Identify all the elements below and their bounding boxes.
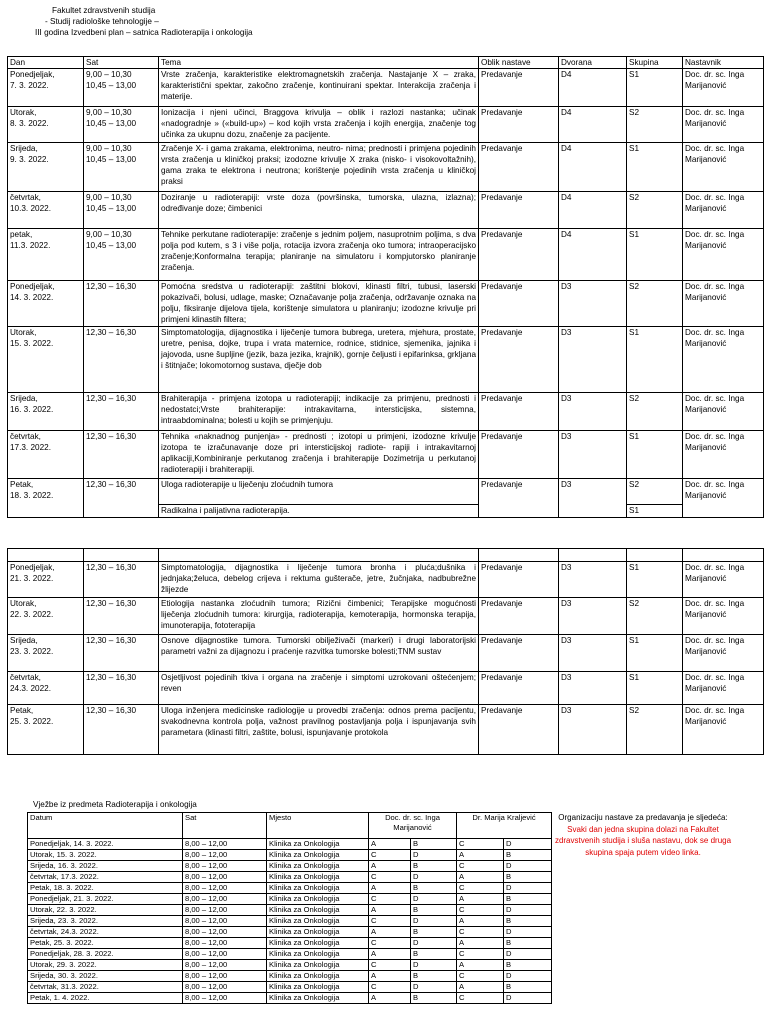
plan-title: III godina Izvedbeni plan – satnica Radioterapija i onkologija bbox=[35, 28, 253, 37]
time-cell: 9,00 – 10,30 10,45 – 13,00 bbox=[84, 229, 159, 281]
time-cell: 8,00 – 12,00 bbox=[183, 850, 267, 861]
type-cell: Predavanje bbox=[479, 598, 559, 635]
column-header: Sat bbox=[183, 813, 267, 839]
group-cell: C bbox=[457, 971, 504, 982]
column-header: Doc. dr. sc. Inga Marijanović bbox=[369, 813, 457, 839]
date-cell: četvrtak, 24.3. 2022. bbox=[28, 927, 183, 938]
group-cell: S1 bbox=[627, 69, 683, 107]
day-cell: Ponedjeljak, 7. 3. 2022. bbox=[8, 69, 84, 107]
time-cell: 8,00 – 12,00 bbox=[183, 861, 267, 872]
group-cell: C bbox=[457, 861, 504, 872]
topic-cell: Simptomatologija, dijagnostika i liječenje tumora bronha i pluća;dušnika i jednjaka;želuca, debelog crijeva i rektuma gušterače, jetre, žučnjaka, nadbubrežne žlijezde bbox=[159, 562, 479, 598]
time-cell: 8,00 – 12,00 bbox=[183, 916, 267, 927]
time-cell: 12,30 – 16,30 bbox=[84, 705, 159, 755]
group-cell: A bbox=[369, 993, 411, 1004]
group-cell: C bbox=[369, 938, 411, 949]
room-cell: D4 bbox=[559, 143, 627, 192]
group-cell: D bbox=[504, 927, 552, 938]
group-cell: A bbox=[457, 982, 504, 993]
group-cell: C bbox=[369, 960, 411, 971]
teacher-cell: Doc. dr. sc. Inga Marijanović bbox=[683, 393, 764, 431]
group-cell: A bbox=[457, 894, 504, 905]
time-cell: 12,30 – 16,30 bbox=[84, 431, 159, 479]
lectures-table-2 bbox=[7, 548, 764, 755]
place-cell: Klinika za Onkologija bbox=[267, 850, 369, 861]
room-cell: D3 bbox=[559, 393, 627, 431]
group-cell: C bbox=[369, 872, 411, 883]
day-cell: Srijeda, 9. 3. 2022. bbox=[8, 143, 84, 192]
table-row bbox=[28, 927, 552, 938]
day-cell: Utorak, 15. 3. 2022. bbox=[8, 327, 84, 393]
group-cell: A bbox=[369, 861, 411, 872]
teacher-cell: Doc. dr. sc. Inga Marijanović bbox=[683, 598, 764, 635]
lectures-table-1 bbox=[7, 56, 764, 518]
room-cell: D3 bbox=[559, 598, 627, 635]
group-cell: C bbox=[369, 916, 411, 927]
time-cell: 8,00 – 12,00 bbox=[183, 905, 267, 916]
group-cell: D bbox=[411, 916, 457, 927]
topic-cell: Uloga radioterapije u liječenju zloćudnih tumora bbox=[159, 479, 479, 505]
room-cell: D4 bbox=[559, 69, 627, 107]
day-cell: Ponedjeljak, 14. 3. 2022. bbox=[8, 281, 84, 327]
study-name: - Studij radiološke tehnologije – bbox=[45, 17, 159, 26]
place-cell: Klinika za Onkologija bbox=[267, 982, 369, 993]
place-cell: Klinika za Onkologija bbox=[267, 938, 369, 949]
room-cell: D3 bbox=[559, 635, 627, 672]
date-cell: Srijeda, 30. 3. 2022. bbox=[28, 971, 183, 982]
day-cell: Petak, 18. 3. 2022. bbox=[8, 479, 84, 518]
group-cell: B bbox=[504, 960, 552, 971]
group-cell: B bbox=[411, 883, 457, 894]
group-cell: B bbox=[411, 839, 457, 850]
exercises-table bbox=[27, 812, 552, 1004]
time-cell: 8,00 – 12,00 bbox=[183, 938, 267, 949]
group-cell: B bbox=[504, 872, 552, 883]
date-cell: Ponedjeljak, 28. 3. 2022. bbox=[28, 949, 183, 960]
place-cell: Klinika za Onkologija bbox=[267, 872, 369, 883]
type-cell: Predavanje bbox=[479, 562, 559, 598]
empty-cell bbox=[627, 549, 683, 562]
group-cell: D bbox=[411, 960, 457, 971]
day-cell: četvrtak, 24.3. 2022. bbox=[8, 672, 84, 705]
teacher-cell: Doc. dr. sc. Inga Marijanović bbox=[683, 672, 764, 705]
group-cell: A bbox=[369, 971, 411, 982]
teacher-cell: Doc. dr. sc. Inga Marijanović bbox=[683, 635, 764, 672]
group-cell: C bbox=[369, 850, 411, 861]
time-cell: 12,30 – 16,30 bbox=[84, 281, 159, 327]
table-row bbox=[28, 894, 552, 905]
group-cell: C bbox=[457, 927, 504, 938]
group-cell: D bbox=[411, 850, 457, 861]
column-header: Skupina bbox=[627, 57, 683, 69]
type-cell: Predavanje bbox=[479, 393, 559, 431]
group-cell: B bbox=[411, 905, 457, 916]
table-row bbox=[28, 916, 552, 927]
day-cell: petak, 11.3. 2022. bbox=[8, 229, 84, 281]
date-cell: Srijeda, 16. 3. 2022. bbox=[28, 861, 183, 872]
column-header: Dvorana bbox=[559, 57, 627, 69]
group-cell: C bbox=[457, 993, 504, 1004]
time-cell: 12,30 – 16,30 bbox=[84, 672, 159, 705]
table-row bbox=[28, 872, 552, 883]
empty-cell bbox=[159, 549, 479, 562]
group-cell: B bbox=[411, 927, 457, 938]
column-header: Mjesto bbox=[267, 813, 369, 839]
column-header: Datum bbox=[28, 813, 183, 839]
day-cell: Srijeda, 16. 3. 2022. bbox=[8, 393, 84, 431]
type-cell: Predavanje bbox=[479, 635, 559, 672]
topic-cell: Doziranje u radioterapiji: vrste doza (površinska, tumorska, ulazna, izlazna); određivanje doze; čimbenici bbox=[159, 192, 479, 229]
group-cell: A bbox=[457, 916, 504, 927]
room-cell: D3 bbox=[559, 705, 627, 755]
type-cell: Predavanje bbox=[479, 69, 559, 107]
room-cell: D3 bbox=[559, 479, 627, 518]
group-cell: B bbox=[411, 993, 457, 1004]
group-cell: S1 bbox=[627, 562, 683, 598]
teacher-cell: Doc. dr. sc. Inga Marijanović bbox=[683, 229, 764, 281]
table-row bbox=[8, 229, 764, 281]
table-row bbox=[28, 993, 552, 1004]
time-cell: 8,00 – 12,00 bbox=[183, 993, 267, 1004]
table-row bbox=[8, 327, 764, 393]
date-cell: Petak, 18. 3. 2022. bbox=[28, 883, 183, 894]
date-cell: Petak, 25. 3. 2022. bbox=[28, 938, 183, 949]
table-row bbox=[28, 861, 552, 872]
date-cell: Ponedjeljak, 21. 3. 2022. bbox=[28, 894, 183, 905]
empty-cell bbox=[559, 549, 627, 562]
group-cell: S1 bbox=[627, 143, 683, 192]
topic-cell: Brahiterapija - primjena izotopa u radioterapiji; indikacije za primjenu, prednosti i nedostatci;Vrste brahiterapije: intrakavitarna, intersticijska, sistemna, intraabdominalna; bolesti u kojih se primjenjuju. bbox=[159, 393, 479, 431]
day-cell: četvrtak, 17.3. 2022. bbox=[8, 431, 84, 479]
place-cell: Klinika za Onkologija bbox=[267, 905, 369, 916]
group-cell: D bbox=[504, 971, 552, 982]
group-cell: S1 bbox=[627, 672, 683, 705]
type-cell: Predavanje bbox=[479, 281, 559, 327]
teacher-cell: Doc. dr. sc. Inga Marijanović bbox=[683, 705, 764, 755]
teacher-cell: Doc. dr. sc. Inga Marijanović bbox=[683, 281, 764, 327]
empty-cell bbox=[683, 549, 764, 562]
group-cell: S2 bbox=[627, 281, 683, 327]
type-cell: Predavanje bbox=[479, 327, 559, 393]
column-header: Dr. Marija Kraljević bbox=[457, 813, 552, 839]
organization-note bbox=[553, 812, 733, 858]
table-row bbox=[28, 971, 552, 982]
topic-cell: Tehnike perkutane radioterapije: zračenje s jednim poljem, nasuprotnim poljima, s dva polja pod kutem, s 3 i više polja, rotacija izvora zračenja oko tumora; intraoperacijsko zračenje;Konformalna terapija; planiranje na simulatoru i kompjutorsko planiranje zračenja. bbox=[159, 229, 479, 281]
place-cell: Klinika za Onkologija bbox=[267, 839, 369, 850]
time-cell: 12,30 – 16,30 bbox=[84, 598, 159, 635]
room-cell: D3 bbox=[559, 431, 627, 479]
day-cell: Petak, 25. 3. 2022. bbox=[8, 705, 84, 755]
group-cell: D bbox=[504, 861, 552, 872]
topic-cell: Simptomatologija, dijagnostika i liječenje tumora bubrega, uretera, mjehura, prostate, uretre, penisa, dojke, trupa i vrata maternice, rodnice, stidnice, sjemenika, jajnika i jajovoda, usne šupljine (jezik, baza jezika, krajnik), gornje čeljusti i epifarinksa, grkljana i štitnjače; lokomotornog sustava, dječje dob bbox=[159, 327, 479, 393]
place-cell: Klinika za Onkologija bbox=[267, 960, 369, 971]
place-cell: Klinika za Onkologija bbox=[267, 949, 369, 960]
topic-cell: Vrste zračenja, karakteristike elektromagnetskih zračenja. Nastajanje X – zraka, karakteristični spektar, zakočno zračenje, kontinuirani spektar. Interakcija zračenja i materije. bbox=[159, 69, 479, 107]
table-header-row bbox=[8, 57, 764, 69]
place-cell: Klinika za Onkologija bbox=[267, 993, 369, 1004]
group-cell: S1 bbox=[627, 327, 683, 393]
group-cell: A bbox=[369, 883, 411, 894]
column-header: Oblik nastave bbox=[479, 57, 559, 69]
group-cell: D bbox=[411, 872, 457, 883]
group-cell: S1 bbox=[627, 635, 683, 672]
table-row bbox=[8, 393, 764, 431]
group-cell: B bbox=[504, 982, 552, 993]
date-cell: četvrtak, 17.3. 2022. bbox=[28, 872, 183, 883]
note-text: Organizaciju nastave za predavanja je sljedeća: bbox=[558, 813, 728, 822]
group-cell: S2 bbox=[627, 705, 683, 755]
table-row bbox=[28, 883, 552, 894]
topic-cell: Uloga inženjera medicinske radiologije u provedbi zračenja: odnos prema pacijentu, svakodnevna kontrola polja, važnost pravilnog postavljanja polja i ispunjavanja svih parametara (klinasti filtri, zaštite, bolusi, ispunjavanje protokola bbox=[159, 705, 479, 755]
day-cell: Ponedjeljak, 21. 3. 2022. bbox=[8, 562, 84, 598]
teacher-cell: Doc. dr. sc. Inga Marijanović bbox=[683, 562, 764, 598]
teacher-cell: Doc. dr. sc. Inga Marijanović bbox=[683, 143, 764, 192]
table-row bbox=[8, 672, 764, 705]
room-cell: D3 bbox=[559, 672, 627, 705]
type-cell: Predavanje bbox=[479, 672, 559, 705]
table-row bbox=[28, 905, 552, 916]
time-cell: 8,00 – 12,00 bbox=[183, 927, 267, 938]
place-cell: Klinika za Onkologija bbox=[267, 894, 369, 905]
time-cell: 9,00 – 10,30 10,45 – 13,00 bbox=[84, 69, 159, 107]
table-row bbox=[8, 69, 764, 107]
date-cell: Utorak, 15. 3. 2022. bbox=[28, 850, 183, 861]
group-cell: S1 bbox=[627, 431, 683, 479]
type-cell: Predavanje bbox=[479, 479, 559, 518]
type-cell: Predavanje bbox=[479, 705, 559, 755]
time-cell: 12,30 – 16,30 bbox=[84, 479, 159, 518]
group-cell: D bbox=[411, 982, 457, 993]
table-row bbox=[8, 562, 764, 598]
group-cell: A bbox=[457, 872, 504, 883]
group-cell: D bbox=[504, 949, 552, 960]
time-cell: 12,30 – 16,30 bbox=[84, 327, 159, 393]
table-row bbox=[28, 949, 552, 960]
group-cell: D bbox=[504, 993, 552, 1004]
table-row bbox=[8, 635, 764, 672]
day-cell: Srijeda, 23. 3. 2022. bbox=[8, 635, 84, 672]
group-cell: B bbox=[504, 916, 552, 927]
empty-cell bbox=[479, 549, 559, 562]
teacher-cell: Doc. dr. sc. Inga Marijanović bbox=[683, 107, 764, 143]
group-cell: B bbox=[411, 949, 457, 960]
group-cell: S1 bbox=[627, 229, 683, 281]
group-cell: B bbox=[411, 861, 457, 872]
group-cell: D bbox=[411, 938, 457, 949]
table-row bbox=[8, 192, 764, 229]
time-cell: 12,30 – 16,30 bbox=[84, 393, 159, 431]
time-cell: 12,30 – 16,30 bbox=[84, 635, 159, 672]
table-row bbox=[28, 850, 552, 861]
date-cell: Utorak, 29. 3. 2022. bbox=[28, 960, 183, 971]
table-row bbox=[28, 960, 552, 971]
type-cell: Predavanje bbox=[479, 143, 559, 192]
group-cell: C bbox=[369, 982, 411, 993]
time-cell: 8,00 – 12,00 bbox=[183, 894, 267, 905]
table-row bbox=[28, 982, 552, 993]
topic-cell: Osjetljivost pojedinih tkiva i organa na zračenje i simptomi uzrokovani oštećenjem; reven bbox=[159, 672, 479, 705]
group-cell: D bbox=[504, 883, 552, 894]
group-cell: A bbox=[457, 960, 504, 971]
date-cell: Utorak, 22. 3. 2022. bbox=[28, 905, 183, 916]
group-cell: S2 bbox=[627, 598, 683, 635]
date-cell: Ponedjeljak, 14. 3. 2022. bbox=[28, 839, 183, 850]
topic-cell: Osnove dijagnostike tumora. Tumorski obilježivači (markeri) i drugi laboratorijski parametri važni za dijagnozu i praćenje razvitka tumorske bolesti;TNM sustav bbox=[159, 635, 479, 672]
room-cell: D3 bbox=[559, 281, 627, 327]
group-cell: C bbox=[457, 883, 504, 894]
group-cell: C bbox=[457, 839, 504, 850]
group-cell: C bbox=[457, 949, 504, 960]
time-cell: 8,00 – 12,00 bbox=[183, 883, 267, 894]
time-cell: 8,00 – 12,00 bbox=[183, 982, 267, 993]
group-cell: A bbox=[369, 949, 411, 960]
topic-cell: Etiologija nastanka zloćudnih tumora; Rizični čimbenici; Terapijske mogućnosti liječenja zloćudnih tumora: kirurgija, radioterapija, kemoterapija, hormonska terapija, imunoterapija, fototerapija bbox=[159, 598, 479, 635]
type-cell: Predavanje bbox=[479, 107, 559, 143]
group-cell: D bbox=[504, 839, 552, 850]
group-cell: C bbox=[369, 894, 411, 905]
column-header: Nastavnik bbox=[683, 57, 764, 69]
topic-cell: Pomoćna sredstva u radioterapiji: zaštitni blokovi, klinasti filtri, tubusi, laserski pokazivači, bolusi, udlage, maske; Označavanje polja zračenja, održavanje oznaka na polju, fiksiranje dijelova tijela, korištenje simulatora u planiranju; izodozne krivulje pri primjeni klinastih filtera; bbox=[159, 281, 479, 327]
time-cell: 9,00 – 10,30 10,45 – 13,00 bbox=[84, 192, 159, 229]
table-row bbox=[8, 598, 764, 635]
topic-cell: Zračenje X- i gama zrakama, elektronima, neutro- nima; prednosti i primjena pojedinih vrsta zračenja u kliničkoj praksi; izodozne krivulje X zraka (nisko- i visokovoltažnih), gama zraka te elektrona i neutrona; korištenje pojedinih vrsta zračenja u kliničkoj praksi bbox=[159, 143, 479, 192]
teacher-cell: Doc. dr. sc. Inga Marijanović bbox=[683, 327, 764, 393]
teacher-cell: Doc. dr. sc. Inga Marijanović bbox=[683, 431, 764, 479]
room-cell: D3 bbox=[559, 327, 627, 393]
table-row bbox=[8, 431, 764, 479]
place-cell: Klinika za Onkologija bbox=[267, 883, 369, 894]
group-cell: C bbox=[457, 905, 504, 916]
table-row bbox=[8, 107, 764, 143]
group-cell: D bbox=[504, 905, 552, 916]
room-cell: D4 bbox=[559, 229, 627, 281]
table-row bbox=[8, 479, 764, 505]
group-cell: S2 bbox=[627, 192, 683, 229]
empty-header-row bbox=[8, 549, 764, 562]
teacher-cell: Doc. dr. sc. Inga Marijanović bbox=[683, 192, 764, 229]
teacher-cell: Doc. dr. sc. Inga Marijanović bbox=[683, 479, 764, 518]
table-row bbox=[28, 839, 552, 850]
date-cell: četvrtak, 31.3. 2022. bbox=[28, 982, 183, 993]
topic-cell: Tehnika «naknadnog punjenja» - prednosti ; izotopi u primjeni, izodozne krivulje izotopa te izračunavanje doze pri intersticijskoj radiote- rapiji i intrakavitarnoj aplikaciji,Kombiniranje perkutanog zračenja i brahiterapije Dozimetrija u perkutanoj radioterapiji i brahiterapiji. bbox=[159, 431, 479, 479]
group-cell: A bbox=[369, 927, 411, 938]
faculty-name: Fakultet zdravstvenih studija bbox=[52, 6, 156, 15]
room-cell: D4 bbox=[559, 192, 627, 229]
day-cell: Utorak, 22. 3. 2022. bbox=[8, 598, 84, 635]
exercises-header-row bbox=[28, 813, 552, 839]
table-row bbox=[8, 143, 764, 192]
type-cell: Predavanje bbox=[479, 229, 559, 281]
column-header: Tema bbox=[159, 57, 479, 69]
table-row bbox=[28, 938, 552, 949]
place-cell: Klinika za Onkologija bbox=[267, 861, 369, 872]
group-cell: S2 bbox=[627, 107, 683, 143]
time-cell: 8,00 – 12,00 bbox=[183, 949, 267, 960]
time-cell: 9,00 – 10,30 10,45 – 13,00 bbox=[84, 143, 159, 192]
exercises-title: Vježbe iz predmeta Radioterapija i onkologija bbox=[33, 800, 197, 809]
date-cell: Srijeda, 23. 3. 2022. bbox=[28, 916, 183, 927]
time-cell: 8,00 – 12,00 bbox=[183, 872, 267, 883]
day-cell: Utorak, 8. 3. 2022. bbox=[8, 107, 84, 143]
room-cell: D3 bbox=[559, 562, 627, 598]
group-cell: S2 bbox=[627, 393, 683, 431]
time-cell: 9,00 – 10,30 10,45 – 13,00 bbox=[84, 107, 159, 143]
table-row bbox=[8, 281, 764, 327]
empty-cell bbox=[84, 549, 159, 562]
time-cell: 8,00 – 12,00 bbox=[183, 971, 267, 982]
type-cell: Predavanje bbox=[479, 192, 559, 229]
group-cell: S2 bbox=[627, 479, 683, 505]
column-header: Dan bbox=[8, 57, 84, 69]
place-cell: Klinika za Onkologija bbox=[267, 971, 369, 982]
time-cell: 12,30 – 16,30 bbox=[84, 562, 159, 598]
table-row bbox=[8, 705, 764, 755]
place-cell: Klinika za Onkologija bbox=[267, 916, 369, 927]
time-cell: 8,00 – 12,00 bbox=[183, 839, 267, 850]
group-cell: A bbox=[457, 938, 504, 949]
type-cell: Predavanje bbox=[479, 431, 559, 479]
group-cell: B bbox=[504, 894, 552, 905]
group-cell: B bbox=[504, 850, 552, 861]
day-cell: četvrtak, 10.3. 2022. bbox=[8, 192, 84, 229]
topic-cell: Radikalna i palijativna radioterapija. bbox=[159, 505, 479, 518]
group-cell: B bbox=[411, 971, 457, 982]
topic-cell: Ionizacija i njeni učinci, Braggova krivulja – oblik i razlozi nastanka; učinak «nadogradnje » («build-up») – kod kojih vrsta zračenja i kojih energija, značenje tog učinka za ukupnu dozu, značenje za pacijente. bbox=[159, 107, 479, 143]
group-cell: A bbox=[369, 839, 411, 850]
group-cell: B bbox=[504, 938, 552, 949]
place-cell: Klinika za Onkologija bbox=[267, 927, 369, 938]
group-cell: D bbox=[411, 894, 457, 905]
group-cell: S1 bbox=[627, 505, 683, 518]
room-cell: D4 bbox=[559, 107, 627, 143]
teacher-cell: Doc. dr. sc. Inga Marijanović bbox=[683, 69, 764, 107]
group-cell: A bbox=[369, 905, 411, 916]
time-cell: 8,00 – 12,00 bbox=[183, 960, 267, 971]
note-highlight: Svaki dan jedna skupina dolazi na Fakultet zdravstvenih studija i sluša nastavu, dok se druga skupina spaja putem video linka. bbox=[554, 824, 732, 857]
date-cell: Petak, 1. 4. 2022. bbox=[28, 993, 183, 1004]
column-header: Sat bbox=[84, 57, 159, 69]
group-cell: A bbox=[457, 850, 504, 861]
empty-cell bbox=[8, 549, 84, 562]
